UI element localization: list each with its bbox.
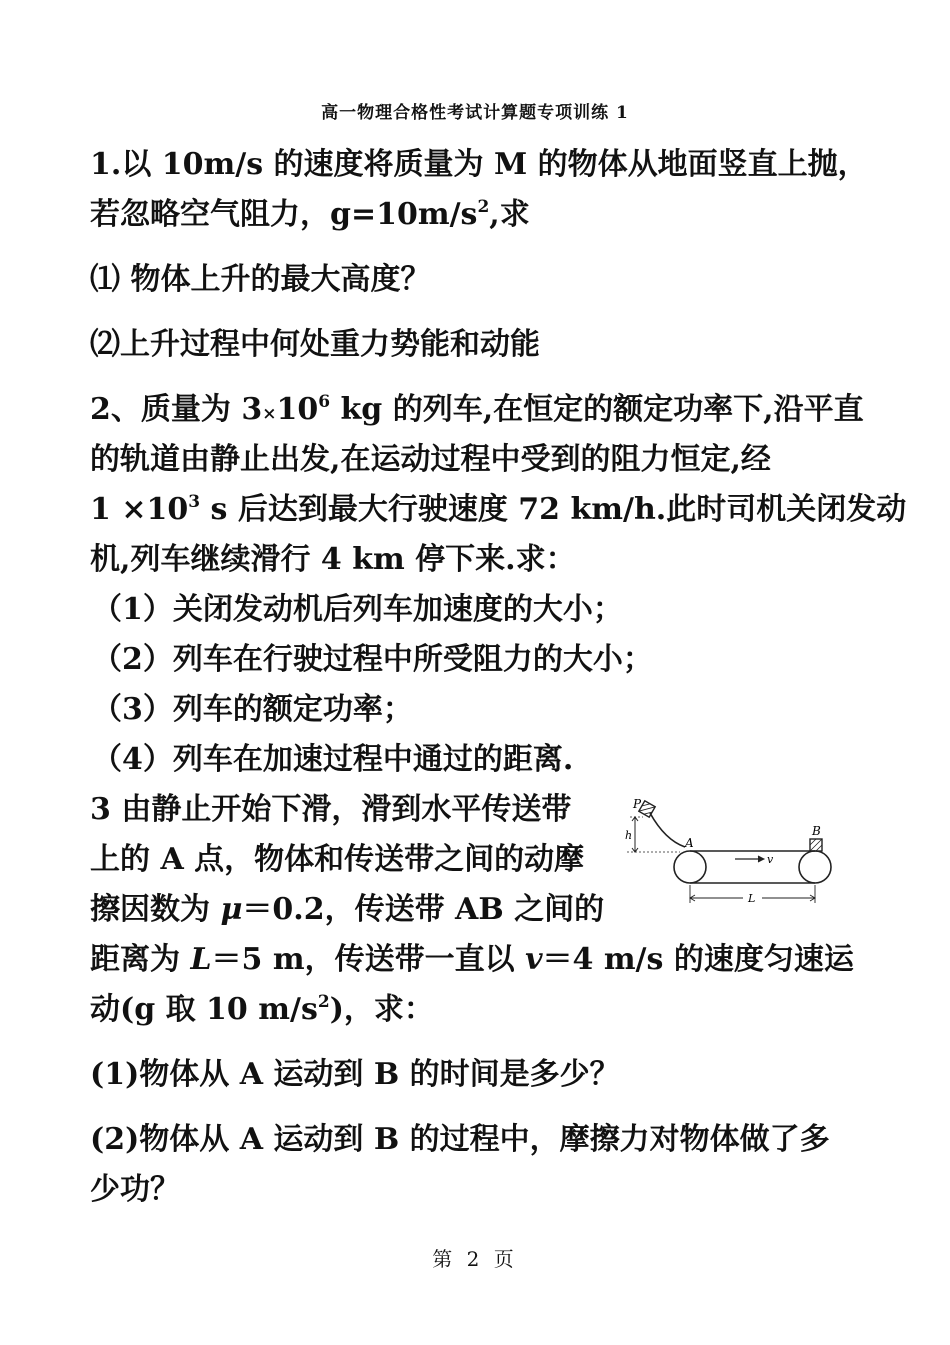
q2-sub3: （3）列车的额定功率； — [92, 692, 413, 727]
label-h: h — [625, 829, 633, 842]
conveyor-diagram — [625, 795, 850, 910]
label-p: P — [633, 797, 642, 811]
ramp-curve — [650, 813, 685, 847]
q1-part1: ⑴ 物体上升的最大高度？ — [90, 262, 431, 297]
q2-line3: $1 \times 10^3$ s 后达到最大行驶速度 72 km/h.此时司机关闭发动 — [90, 492, 907, 527]
q3-line3: 擦因数为 μ＝0.2，传送带 AB 之间的 — [90, 892, 605, 927]
right-pulley — [799, 851, 831, 883]
q2-sub1: （1）关闭发动机后列车加速度的大小； — [92, 592, 623, 627]
q3-part2: (2)物体从 A 运动到 B 的过程中，摩擦力对物体做了多 — [90, 1122, 830, 1157]
left-pulley — [674, 851, 706, 883]
block-p — [639, 801, 655, 817]
q1-line1: 1.以 10m/s 的速度将质量为 M 的物体从地面竖直上抛， — [90, 147, 868, 182]
block-b — [810, 839, 822, 851]
label-v: v — [767, 853, 774, 866]
q1-part2: ⑵上升过程中何处重力势能和动能 — [90, 327, 540, 362]
q2-sub4: （4）列车在加速过程中通过的距离. — [92, 742, 574, 777]
conveyor-belt-figure — [625, 795, 850, 910]
q1-line2: 若忽略空气阻力，$g=10m/s^2$,求 — [90, 197, 530, 232]
label-b: B — [812, 824, 821, 838]
label-l: L — [748, 892, 756, 905]
q3-line4: 距离为 L＝5 m，传送带一直以 v＝4 m/s 的速度匀速运 — [90, 942, 854, 977]
q3-part1: (1)物体从 A 运动到 B 的时间是多少？ — [90, 1057, 620, 1092]
q3-part2-cont: 少功？ — [90, 1172, 180, 1207]
page-title: 高一物理合格性考试计算题专项训练 1 — [321, 103, 629, 123]
q3-line5: 动(g 取 10 $m/s^2$)，求： — [90, 992, 434, 1027]
q2-line1: 2、质量为 $3\times 10^6$ kg 的列车,在恒定的额定功率下,沿平直 — [90, 392, 864, 427]
q3-line1: 3 由静止开始下滑，滑到水平传送带 — [90, 792, 572, 827]
q2-line4: 机,列车继续滑行 4 km 停下来.求： — [90, 542, 576, 577]
page-number: 第 2 页 — [432, 1247, 518, 1271]
label-a: A — [685, 836, 694, 850]
q2-line2: 的轨道由静止出发,在运动过程中受到的阻力恒定,经 — [90, 442, 771, 477]
q2-sub2: （2）列车在行驶过程中所受阻力的大小； — [92, 642, 653, 677]
q3-line2: 上的 A 点，物体和传送带之间的动摩 — [90, 842, 585, 877]
